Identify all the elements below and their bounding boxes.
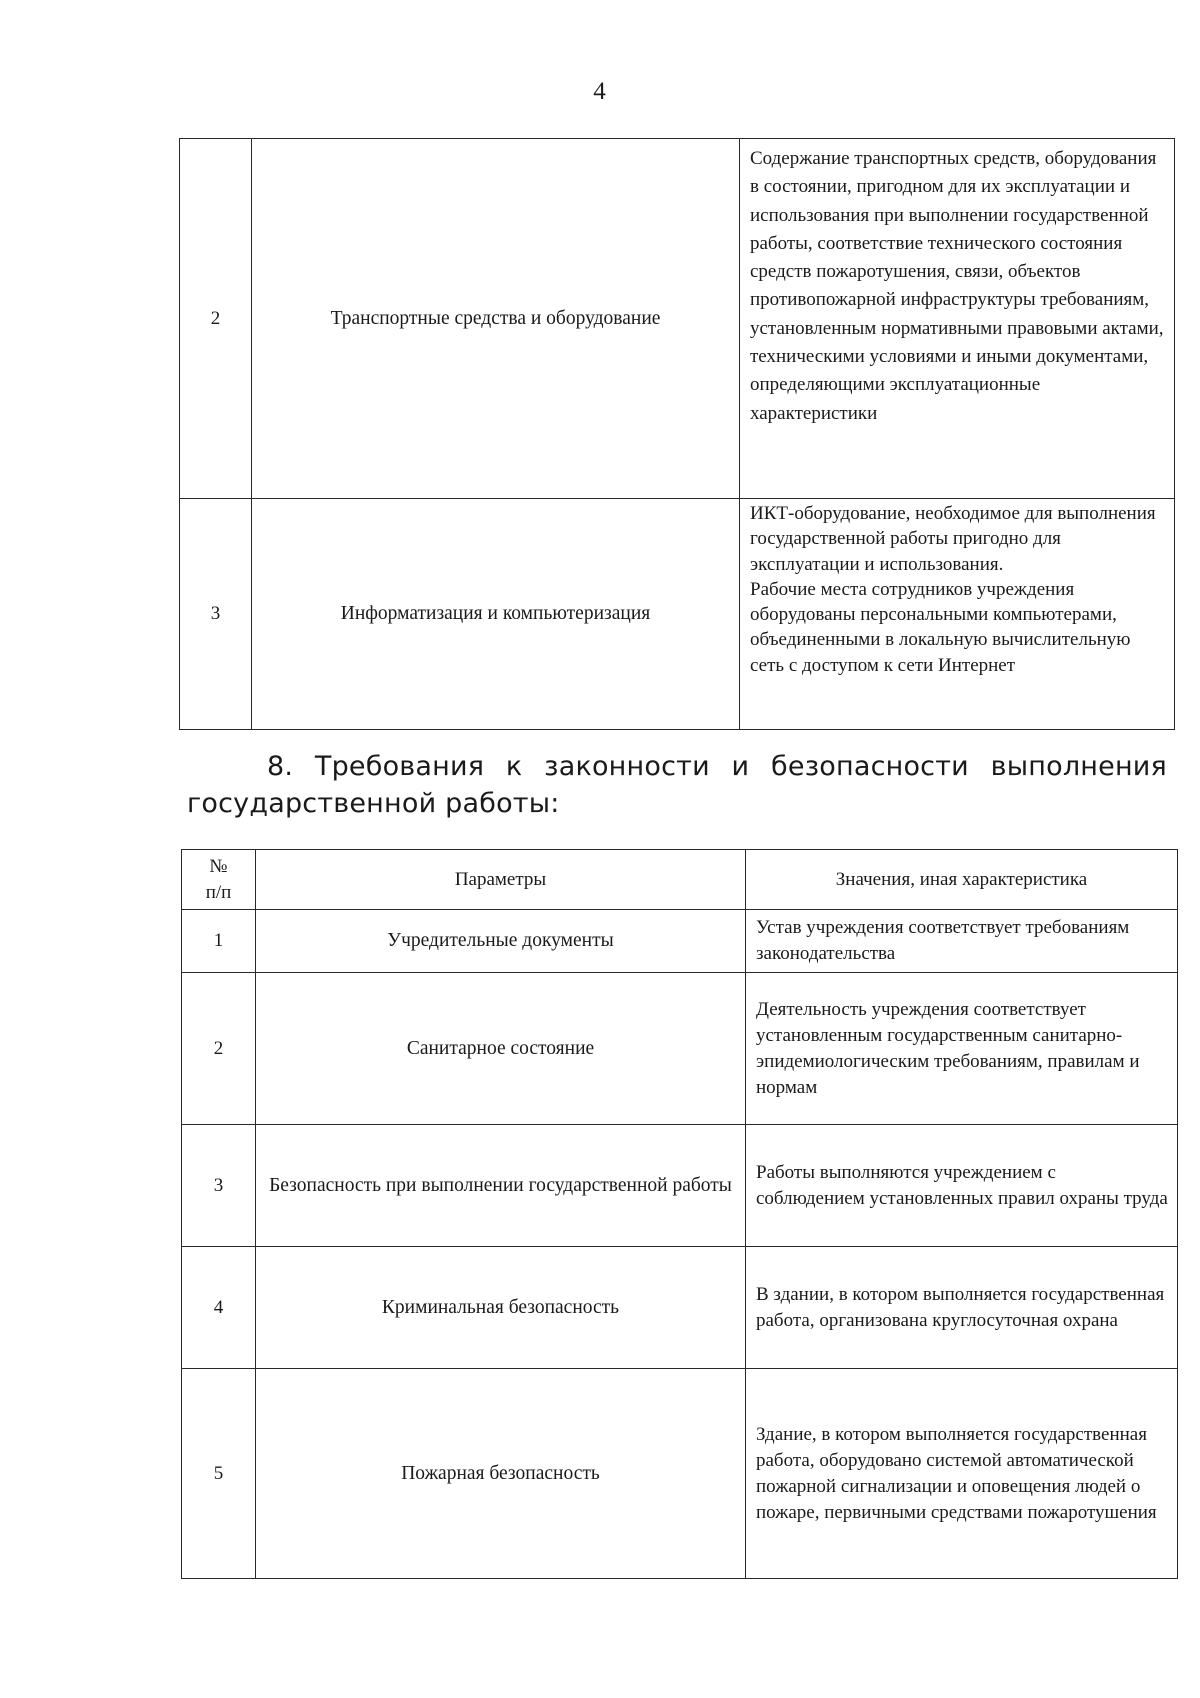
value-cell: В здании, в котором выполняется государственная работа, организована круглосуточная охрана [746, 1247, 1178, 1369]
column-header-values: Значения, иная характеристика [746, 850, 1178, 910]
row-number: 1 [182, 910, 256, 973]
page-number: 4 [593, 78, 607, 105]
table-row [182, 1247, 1178, 1369]
value-cell: Устав учреждения соответствует требованиям законодательства [746, 910, 1178, 973]
row-number: 2 [180, 139, 252, 499]
value-cell: Здание, в котором выполняется государственная работа, оборудовано системой автоматической пожарной сигнализации и оповещения людей о пожаре, первичными средствами пожаротушения [746, 1369, 1178, 1579]
parameter-cell: Безопасность при выполнении государственной работы [256, 1125, 746, 1247]
table-row [180, 139, 1175, 499]
row-number: 5 [182, 1369, 256, 1579]
section-heading: 8. Требования к законности и безопасности выполнения государственной работы: [187, 751, 1167, 819]
table-row [182, 1125, 1178, 1247]
value-cell: ИКТ-оборудование, необходимое для выполнения государственной работы пригодно для эксплуатации и использования. Рабочие места сотрудников учреждения оборудованы персональными компьютерами, объединенными в локальную вычислительную сеть с доступом к сети Интернет [740, 499, 1175, 730]
table-row [182, 910, 1178, 973]
table-row [182, 1369, 1178, 1579]
parameter-cell: Информатизация и компьютеризация [252, 499, 740, 730]
row-number: 3 [182, 1125, 256, 1247]
value-cell: Работы выполняются учреждением с соблюдением установленных правил охраны труда [746, 1125, 1178, 1247]
table-row [180, 499, 1175, 730]
row-number: 3 [180, 499, 252, 730]
column-header-parameters: Параметры [256, 850, 746, 910]
row-number: 2 [182, 973, 256, 1125]
parameter-cell: Пожарная безопасность [256, 1369, 746, 1579]
table-row [182, 973, 1178, 1125]
parameter-cell: Санитарное состояние [256, 973, 746, 1125]
parameter-cell: Криминальная безопасность [256, 1247, 746, 1369]
legality-safety-table [181, 849, 1178, 1579]
parameter-cell: Учредительные документы [256, 910, 746, 973]
value-cell: Содержание транспортных средств, оборудования в состоянии, пригодном для их эксплуатации и использования при выполнении государственной работы, соответствие технического состояния средств пожаротушения, связи, объектов противопожарной инфраструктуры требованиям, установленным нормативными правовыми актами, техническими условиями и иными документами, определяющими эксплуатационные характеристики [740, 139, 1175, 499]
resources-table-continued [179, 138, 1175, 730]
table-header-row [182, 850, 1178, 910]
row-number: 4 [182, 1247, 256, 1369]
parameter-cell: Транспортные средства и оборудование [252, 139, 740, 499]
column-header-number: № п/п [182, 850, 256, 910]
value-cell: Деятельность учреждения соответствует установленным государственным санитарно-эпидемиологическим требованиям, правилам и нормам [746, 973, 1178, 1125]
